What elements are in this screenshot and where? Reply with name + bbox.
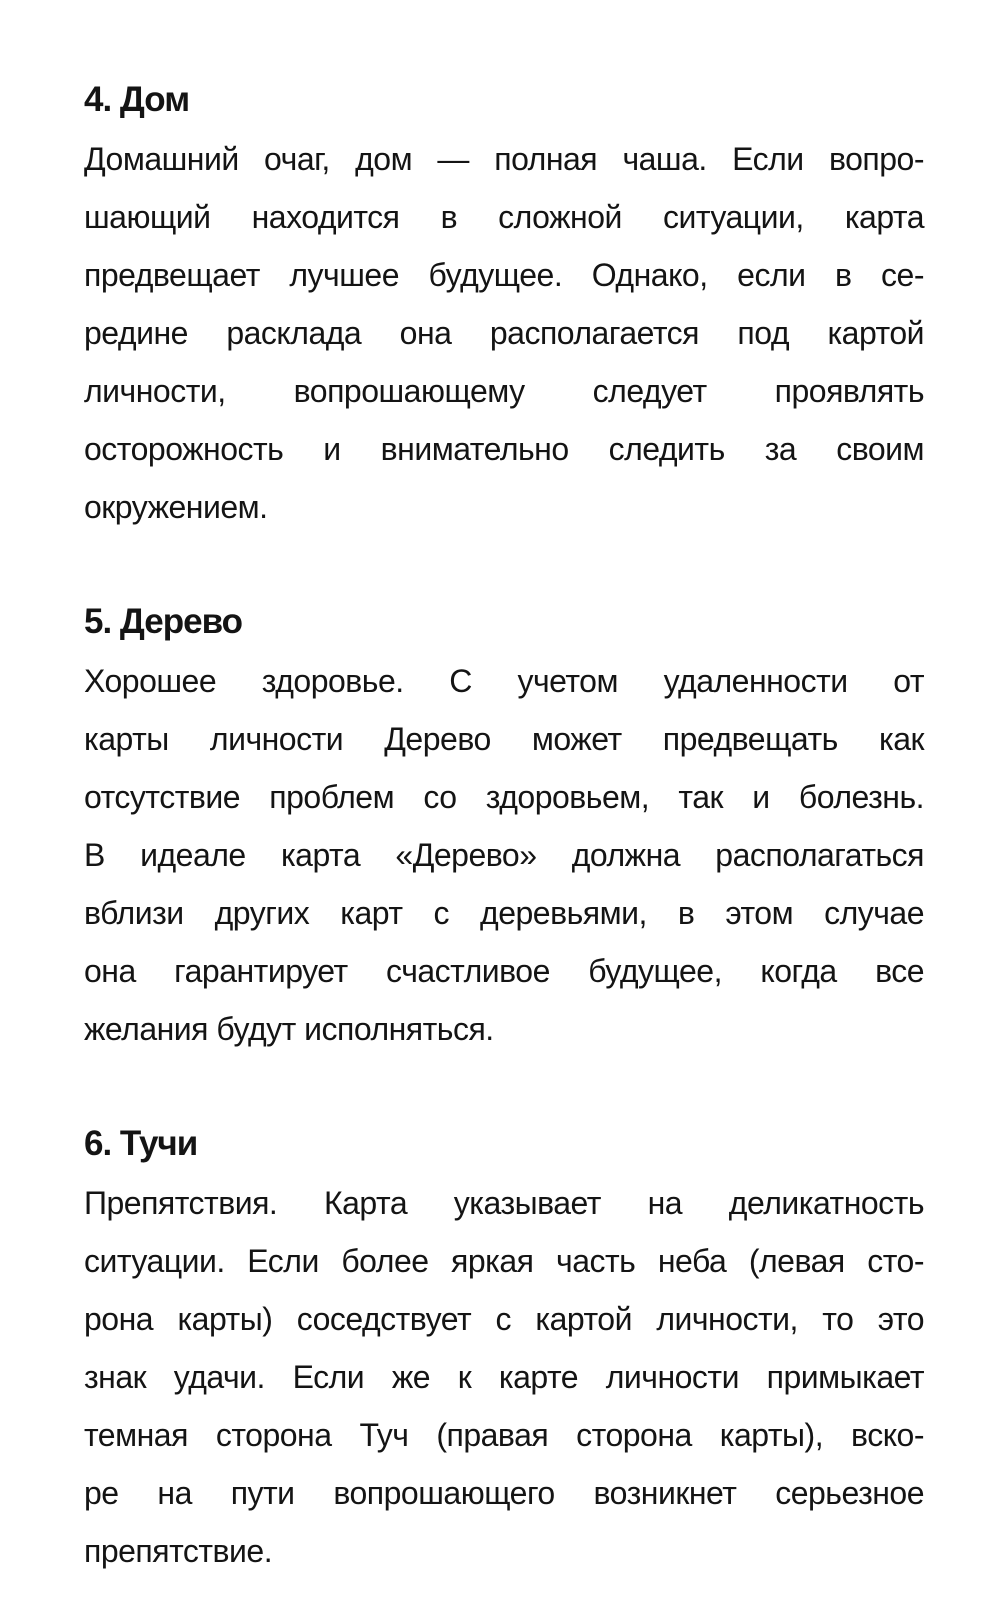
text-line: Хорошее здоровье. С учетом удаленности от <box>84 663 924 699</box>
text-line: вблизи других карт с деревьями, в этом случае <box>84 895 924 931</box>
text-line: темная сторона Туч (правая сторона карты), вско- <box>84 1417 924 1453</box>
text-line: личности, вопрошающему следует проявлять <box>84 373 924 409</box>
section-body <box>84 652 924 1058</box>
section-body <box>84 130 924 536</box>
text-line: В идеале карта «Дерево» должна располагаться <box>84 837 924 873</box>
section-tuchi <box>84 1114 924 1580</box>
section-heading: 4. Дом <box>84 80 190 119</box>
text-line: знак удачи. Если же к карте личности примыкает <box>84 1359 924 1395</box>
text-line: желания будут исполняться. <box>84 1011 494 1047</box>
section-heading: 5. Дерево <box>84 602 243 641</box>
text-line: ре на пути вопрошающего возникнет серьезное <box>84 1475 924 1511</box>
text-line: отсутствие проблем со здоровьем, так и болезнь. <box>84 779 924 815</box>
text-line: редине расклада она располагается под картой <box>84 315 924 351</box>
text-line: предвещает лучшее будущее. Однако, если в се- <box>84 257 924 293</box>
section-heading: 6. Тучи <box>84 1124 198 1163</box>
text-line: Домашний очаг, дом — полная чаша. Если вопро- <box>84 141 924 177</box>
text-line: окружением. <box>84 489 268 525</box>
text-line: рона карты) соседствует с картой личности, то это <box>84 1301 924 1337</box>
section-derevo <box>84 592 924 1058</box>
text-line: шающий находится в сложной ситуации, карта <box>84 199 924 235</box>
text-line: Препятствия. Карта указывает на деликатность <box>84 1185 924 1221</box>
text-line: карты личности Дерево может предвещать как <box>84 721 924 757</box>
section-body <box>84 1174 924 1580</box>
text-line: препятствие. <box>84 1533 273 1569</box>
text-line: осторожность и внимательно следить за своим <box>84 431 924 467</box>
section-dom <box>84 70 924 536</box>
text-line: она гарантирует счастливое будущее, когда все <box>84 953 924 989</box>
document-page <box>84 70 924 1580</box>
text-line: ситуации. Если более яркая часть неба (левая сто- <box>84 1243 924 1279</box>
